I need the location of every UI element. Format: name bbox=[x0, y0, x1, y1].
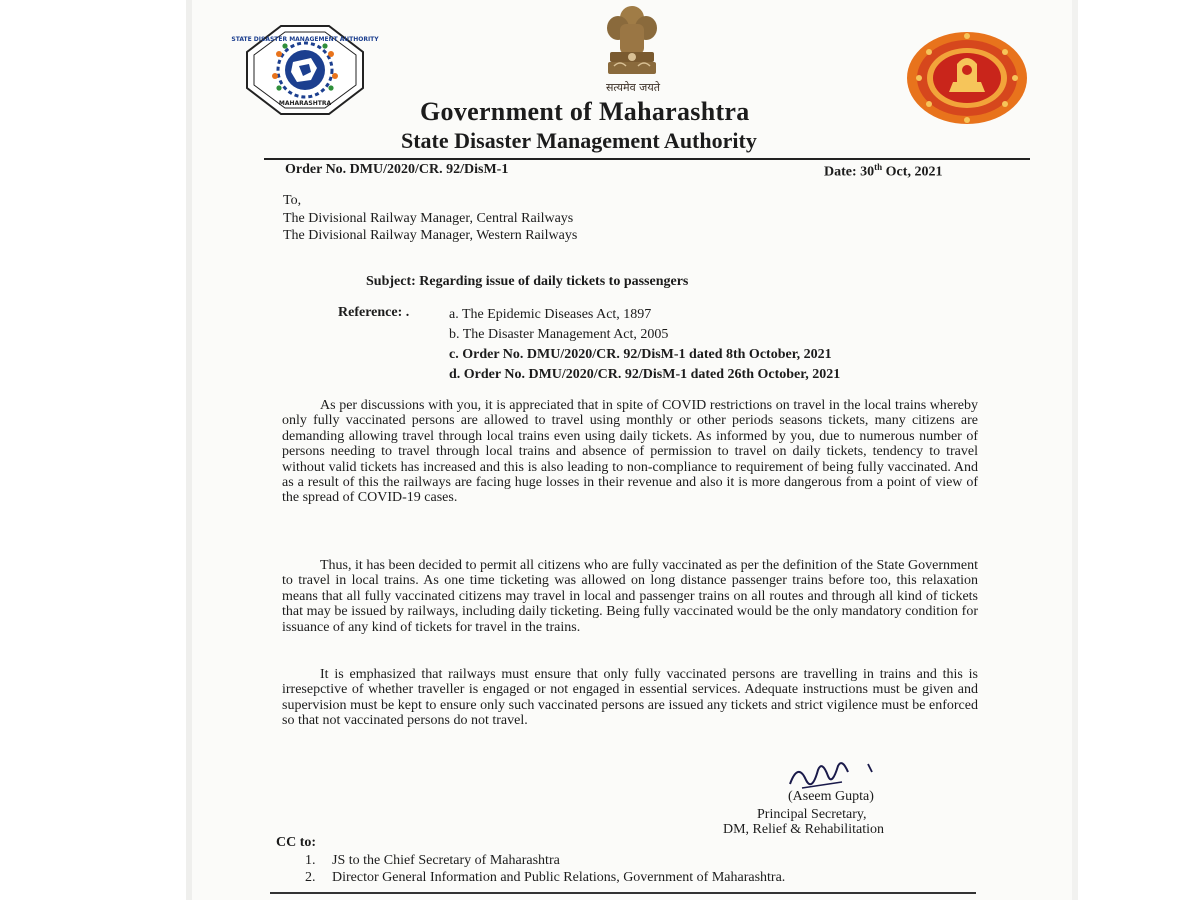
reference-list bbox=[449, 305, 840, 385]
cc-item-text: Director General Information and Public Relations, Government of Maharashtra. bbox=[332, 870, 786, 885]
reference-item: b. The Disaster Management Act, 2005 bbox=[449, 327, 669, 342]
subject-line: Subject: Regarding issue of daily tickets to passengers bbox=[366, 274, 689, 289]
order-number: Order No. DMU/2020/CR. 92/DisM-1 bbox=[285, 162, 509, 177]
order-date-sup: th bbox=[874, 162, 883, 172]
order-date-prefix: Date: 30 bbox=[824, 164, 875, 180]
document-title: Government of Maharashtra bbox=[420, 97, 750, 126]
reference-label: Reference: . bbox=[338, 305, 410, 320]
sdma-logo bbox=[231, 24, 379, 116]
cc-item-number: 1. bbox=[305, 853, 316, 868]
cc-item-number: 2. bbox=[305, 870, 316, 885]
reference-item: a. The Epidemic Diseases Act, 1897 bbox=[449, 307, 652, 322]
signatory-designation: Principal Secretary, bbox=[757, 807, 867, 822]
cc-item bbox=[305, 852, 785, 869]
signatory-name: (Aseem Gupta) bbox=[788, 789, 874, 804]
body-paragraph-3: It is emphasized that railways must ensure that only fully vaccinated persons are travelling in trains and this is irresepctive of whether traveller is engaged or not engaged in essential services. Adequate instructions must be given and supervision must be kept to ensure only such vaccinated persons are issued any tickets and strict vigilence must be enforced so that not vaccinated persons do not travel. bbox=[282, 667, 978, 729]
reference-item: d. Order No. DMU/2020/CR. 92/DisM-1 dated 26th October, 2021 bbox=[449, 367, 841, 382]
order-date bbox=[824, 162, 942, 181]
maharashtra-seal-icon bbox=[905, 30, 1030, 126]
addressee-line: The Divisional Railway Manager, Western Railways bbox=[283, 228, 578, 243]
cc-item-text: JS to the Chief Secretary of Maharashtra bbox=[332, 853, 560, 868]
cc-list bbox=[305, 852, 785, 886]
header-divider bbox=[264, 158, 1030, 160]
reference-item: c. Order No. DMU/2020/CR. 92/DisM-1 dated 8th October, 2021 bbox=[449, 347, 832, 362]
addressee-line: The Divisional Railway Manager, Central Railways bbox=[283, 210, 574, 226]
document-subtitle: State Disaster Management Authority bbox=[401, 128, 757, 153]
cc-item bbox=[305, 869, 785, 886]
body-paragraph-2: Thus, it has been decided to permit all citizens who are fully vaccinated as per the definition of the State Government to travel in local trains. As one time ticketing was allowed on long distance passenger trains before too, this relaxation means that all fully vaccinated citizens may travel in local and passenger trains on all routes and through all kind of tickets that may be issued by railways, including daily ticketing. Being fully vaccinated would be the only mandatory condition for issuance of any kind of tickets for travel in the trains. bbox=[282, 558, 978, 635]
addressee-block bbox=[283, 192, 577, 245]
page-shadow-right bbox=[1072, 0, 1078, 900]
body-paragraph-1: As per discussions with you, it is appreciated that in spite of COVID restrictions on travel in the local trains whereby only fully vaccinated persons are allowed to travel using monthly or other periods seasons tickets, many citizens are demanding allowing travel through local trains even using daily tickets. As informed by you, due to numerous number of persons needing to travel through local trains and absence of permission to travel on daily tickets, tendency to travel without valid tickets has increased and this is also leading to non-compliance to requirement of being fully vaccinated. And as a result of this the railways are facing huge losses in their revenue and also it is more dangerous from a point of view of the spread of COVID-19 cases. bbox=[282, 398, 978, 506]
order-date-suffix: Oct, 2021 bbox=[882, 164, 943, 180]
cc-label: CC to: bbox=[276, 835, 317, 850]
sdma-logo-text: STATE DISASTER MANAGEMENT AUTHORITY bbox=[231, 36, 379, 43]
footer-divider bbox=[270, 892, 976, 894]
signatory-department: DM, Relief & Rehabilitation bbox=[723, 822, 884, 837]
to-label: To, bbox=[283, 193, 302, 208]
sdma-logo-subtext: MAHARASHTRA bbox=[278, 100, 332, 107]
emblem-motto: सत्यमेव जयते bbox=[605, 81, 660, 94]
